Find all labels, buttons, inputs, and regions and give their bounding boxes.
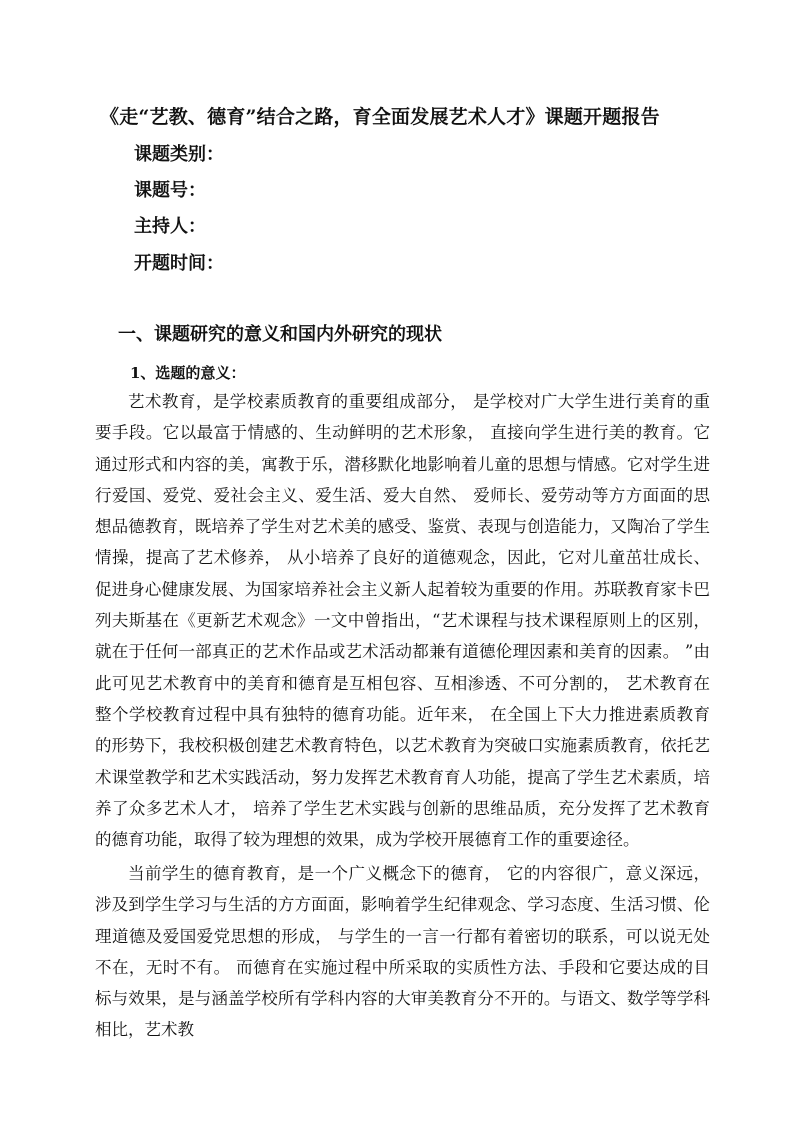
body-paragraph: 艺术教育，是学校素质教育的重要组成部分， 是学校对广大学生进行美育的重要手段。它以最富于情感的、生动鲜明的艺术形象， 直接向学生进行美的教育。它通过形式和内容的美，寓教于乐，潜移默化地影响着儿童的思想与情感。它对学生进行爱国、爱党、爱社会主义、爱生活、爱大自然、 爱师长、爱劳动等方方面面的思想品德教育，既培养了学生对艺术美的感受、鉴赏、表现与创造能力，又陶冶了学生情操，提高了艺术修养， 从小培养了良好的道德观念，因此，它对儿童茁壮成长、促进身心健康发展、为国家培养社会主义新人起着较为重要的作用。苏联教育家卡巴列夫斯基在《更新艺术观念》一文中曾指出，“艺术课程与技术课程原则上的区别， 就在于任何一部真正的艺术作品或艺术活动都兼有道德伦理因素和美育的因素。 ”由此可见艺术教育中的美育和德育是互相包容、互相渗透、不可分割的， 艺术教育在整个学校教育过程中具有独特的德育功能。近年来， 在全国上下大力推进素质教育的形势下，我校积极创建艺术教育特色，以艺术教育为突破口实施素质教育，依托艺术课堂教学和艺术实践活动，努力发挥艺术教育育人功能，提高了学生艺术素质，培养了众多艺术人才， 培养了学生艺术实践与创新的思维品质，充分发挥了艺术教育的德育功能，取得了较为理想的效果，成为学校开展德育工作的重要途径。: [95, 392, 710, 850]
meta-opening-time: 开题时间：: [134, 253, 224, 274]
sub-heading: 1、选题的意义：: [130, 364, 246, 382]
section-heading: 一、课题研究的意义和国内外研究的现状: [118, 324, 442, 345]
document-title: 《走“艺教、德育”结合之路，育全面发展艺术人才》课题开题报告: [100, 106, 660, 128]
meta-category: 课题类别：: [134, 144, 224, 165]
meta-host: 主持人：: [134, 216, 206, 237]
body-paragraph: 当前学生的德育教育，是一个广义概念下的德育， 它的内容很广，意义深远，涉及到学生学习与生活的方方面面，影响着学生纪律观念、学习态度、生活习惯、伦理道德及爱国爱党思想的形成， 与学生的一言一行都有着密切的联系，可以说无处不在，无时不有。 而德育在实施过程中所采取的实质性方法、手段和它要达成的目标与效果，是与涵盖学校所有学科内容的大审美教育分不开的。与语文、数学等学科相比，艺术教: [95, 864, 710, 1040]
meta-number: 课题号：: [134, 180, 206, 201]
